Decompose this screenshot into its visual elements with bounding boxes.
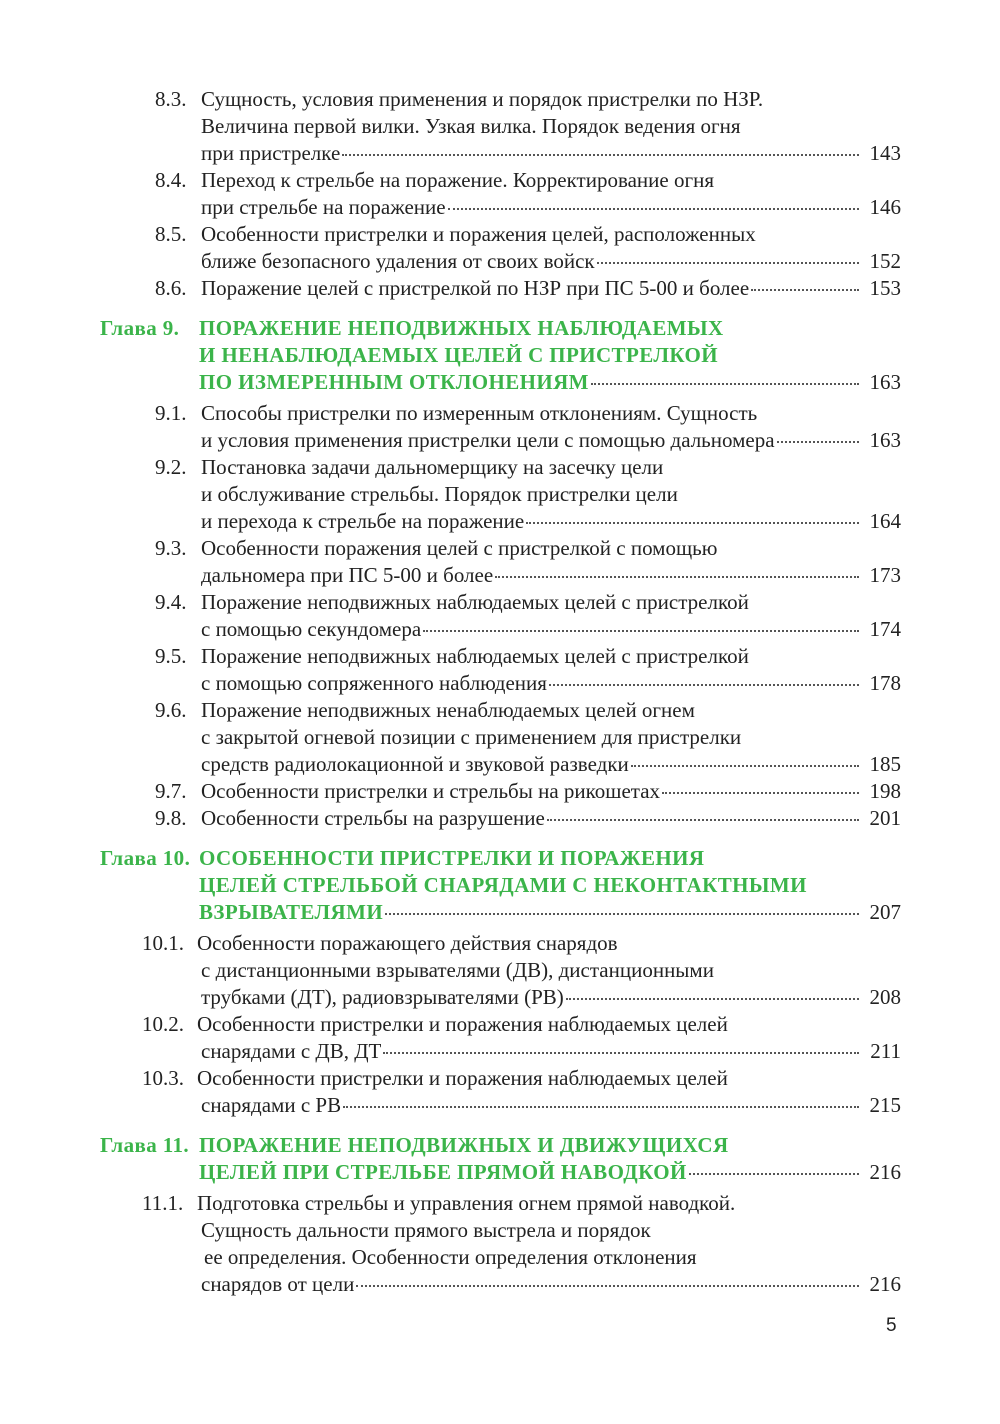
- entry-page: 152: [869, 249, 901, 273]
- chapter-title: ЦЕЛЕЙ СТРЕЛЬБОЙ СНАРЯДАМИ С НЕКОНТАКТНЫМИ: [199, 873, 807, 897]
- entry-page: 211: [870, 1039, 901, 1063]
- toc-entry-8-3: [100, 86, 901, 167]
- entry-text: Поражение неподвижных наблюдаемых целей с пристрелкой: [201, 644, 749, 668]
- entry-page: 201: [869, 806, 901, 830]
- entry-number: 9.4.: [155, 590, 187, 614]
- chapter-title: ВЗРЫВАТЕЛЯМИ: [199, 900, 384, 924]
- toc-entry-9-2: [100, 454, 901, 535]
- dot-leader: [423, 630, 859, 632]
- toc-entry-8-6: [100, 275, 901, 302]
- toc-entry-9-8: [100, 805, 901, 832]
- entry-text: и перехода к стрельбе на поражение: [201, 509, 525, 533]
- entry-text: и обслуживание стрельбы. Порядок пристрелки цели: [201, 482, 678, 506]
- toc-entry-11-1: [100, 1190, 901, 1298]
- dot-leader: [662, 792, 859, 794]
- toc-entry-10-3: [100, 1065, 901, 1119]
- toc-entry-8-4: [100, 167, 901, 221]
- chapter-title: И НЕНАБЛЮДАЕМЫХ ЦЕЛЕЙ С ПРИСТРЕЛКОЙ: [199, 343, 718, 367]
- entry-text: снарядов от цели: [201, 1272, 355, 1296]
- entry-page: 216: [869, 1272, 901, 1296]
- entry-text: Особенности стрельбы на разрушение: [201, 806, 545, 830]
- toc-entry-9-1: [100, 400, 901, 454]
- entry-page: 198: [869, 779, 901, 803]
- entry-text: Сущность, условия применения и порядок пристрелки по НЗР.: [201, 87, 764, 111]
- toc-entry-9-4: [100, 589, 901, 643]
- entry-text: с помощью секундомера: [201, 617, 422, 641]
- chapter-title: ПОРАЖЕНИЕ НЕПОДВИЖНЫХ НАБЛЮДАЕМЫХ: [199, 316, 724, 340]
- entry-number: 9.6.: [155, 698, 187, 722]
- entry-text: Поражение неподвижных ненаблюдаемых целей огнем: [201, 698, 695, 722]
- entry-number: 8.6.: [155, 276, 187, 300]
- entry-text: Величина первой вилки. Узкая вилка. Порядок ведения огня: [201, 114, 741, 138]
- entry-text: снарядами с ДВ, ДТ: [201, 1039, 382, 1063]
- entry-text: с помощью сопряженного наблюдения: [201, 671, 547, 695]
- dot-leader: [777, 441, 859, 443]
- dot-leader: [356, 1285, 859, 1287]
- entry-text: Особенности поражающего действия снарядов: [197, 931, 618, 955]
- entry-page: 143: [869, 141, 901, 165]
- entry-text: и условия применения пристрелки цели с помощью дальномера: [201, 428, 775, 452]
- entry-text: Подготовка стрельбы и управления огнем прямой наводкой.: [197, 1191, 736, 1215]
- entry-number: 9.3.: [155, 536, 187, 560]
- toc-entry-10-1: [100, 930, 901, 1011]
- entry-number: 11.1.: [142, 1191, 184, 1215]
- entry-text: снарядами с РВ: [201, 1093, 342, 1117]
- entry-page: 215: [869, 1093, 901, 1117]
- toc-entry-9-7: [100, 778, 901, 805]
- dot-leader: [547, 819, 859, 821]
- dot-leader: [385, 913, 859, 915]
- toc-chapter-10: [100, 845, 901, 926]
- toc-entry-9-5: [100, 643, 901, 697]
- page-number: 5: [886, 1315, 897, 1336]
- entry-page: 216: [869, 1160, 901, 1184]
- entry-page: 163: [869, 428, 901, 452]
- entry-text: Особенности пристрелки и поражения наблюдаемых целей: [197, 1012, 728, 1036]
- table-of-contents: [100, 86, 901, 1298]
- entry-page: 146: [869, 195, 901, 219]
- entry-number: 10.3.: [142, 1066, 184, 1090]
- entry-text: ближе безопасного удаления от своих войск: [201, 249, 595, 273]
- toc-entry-8-5: [100, 221, 901, 275]
- dot-leader: [631, 765, 859, 767]
- entry-text: дальномера при ПС 5-00 и более: [201, 563, 494, 587]
- chapter-label: Глава 11.: [100, 1133, 190, 1157]
- toc-chapter-11: [100, 1132, 901, 1186]
- toc-entry-10-2: [100, 1011, 901, 1065]
- entry-text: при пристрелке: [201, 141, 341, 165]
- toc-entry-9-6: [100, 697, 901, 778]
- entry-text: Особенности пристрелки и поражения наблюдаемых целей: [197, 1066, 728, 1090]
- dot-leader: [751, 289, 859, 291]
- entry-page: 178: [869, 671, 901, 695]
- entry-text: Постановка задачи дальномерщику на засечку цели: [201, 455, 664, 479]
- dot-leader: [689, 1173, 859, 1175]
- entry-text: Поражение неподвижных наблюдаемых целей с пристрелкой: [201, 590, 749, 614]
- dot-leader: [526, 522, 859, 524]
- entry-page: 207: [869, 900, 901, 924]
- entry-number: 8.3.: [155, 87, 187, 111]
- entry-text: при стрельбе на поражение: [201, 195, 446, 219]
- entry-number: 8.4.: [155, 168, 187, 192]
- entry-page: 163: [869, 370, 901, 394]
- entry-text: трубками (ДТ), радиовзрывателями (РВ): [201, 985, 564, 1009]
- entry-text: с дистанционными взрывателями (ДВ), дистанционными: [201, 958, 714, 982]
- dot-leader: [549, 684, 859, 686]
- entry-page: 164: [869, 509, 901, 533]
- dot-leader: [591, 383, 859, 385]
- entry-text: Особенности поражения целей с пристрелкой с помощью: [201, 536, 718, 560]
- dot-leader: [566, 998, 859, 1000]
- chapter-label: Глава 9.: [100, 316, 180, 340]
- chapter-title: ЦЕЛЕЙ ПРИ СТРЕЛЬБЕ ПРЯМОЙ НАВОДКОЙ: [199, 1160, 687, 1184]
- entry-text: Сущность дальности прямого выстрела и порядок: [201, 1218, 651, 1242]
- chapter-title: ОСОБЕННОСТИ ПРИСТРЕЛКИ И ПОРАЖЕНИЯ: [199, 846, 705, 870]
- entry-number: 10.1.: [142, 931, 184, 955]
- entry-page: 208: [869, 985, 901, 1009]
- dot-leader: [342, 154, 859, 156]
- entry-number: 9.8.: [155, 806, 187, 830]
- entry-number: 9.2.: [155, 455, 187, 479]
- dot-leader: [597, 262, 859, 264]
- entry-text: с закрытой огневой позиции с применением для пристрелки: [201, 725, 742, 749]
- entry-page: 185: [869, 752, 901, 776]
- entry-text: средств радиолокационной и звуковой разведки: [201, 752, 629, 776]
- entry-text: ее определения. Особенности определения отклонения: [204, 1245, 697, 1269]
- entry-text: Особенности пристрелки и поражения целей, расположенных: [201, 222, 756, 246]
- dot-leader: [495, 576, 859, 578]
- entry-page: 173: [869, 563, 901, 587]
- entry-text: Способы пристрелки по измеренным отклонениям. Сущность: [201, 401, 758, 425]
- dot-leader: [383, 1052, 859, 1054]
- dot-leader: [343, 1106, 859, 1108]
- entry-page: 153: [869, 276, 901, 300]
- toc-entry-9-3: [100, 535, 901, 589]
- chapter-label: Глава 10.: [100, 846, 191, 870]
- entry-number: 9.7.: [155, 779, 187, 803]
- entry-text: Переход к стрельбе на поражение. Корректирование огня: [201, 168, 714, 192]
- entry-number: 8.5.: [155, 222, 187, 246]
- entry-text: Особенности пристрелки и стрельбы на рикошетах: [201, 779, 661, 803]
- dot-leader: [448, 208, 859, 210]
- entry-page: 174: [869, 617, 901, 641]
- chapter-title: ПО ИЗМЕРЕННЫМ ОТКЛОНЕНИЯМ: [199, 370, 589, 394]
- entry-number: 9.1.: [155, 401, 187, 425]
- entry-text: Поражение целей с пристрелкой по НЗР при ПС 5-00 и более: [201, 276, 750, 300]
- entry-number: 9.5.: [155, 644, 187, 668]
- chapter-title: ПОРАЖЕНИЕ НЕПОДВИЖНЫХ И ДВИЖУЩИХСЯ: [199, 1133, 729, 1157]
- entry-number: 10.2.: [142, 1012, 184, 1036]
- toc-chapter-9: [100, 315, 901, 396]
